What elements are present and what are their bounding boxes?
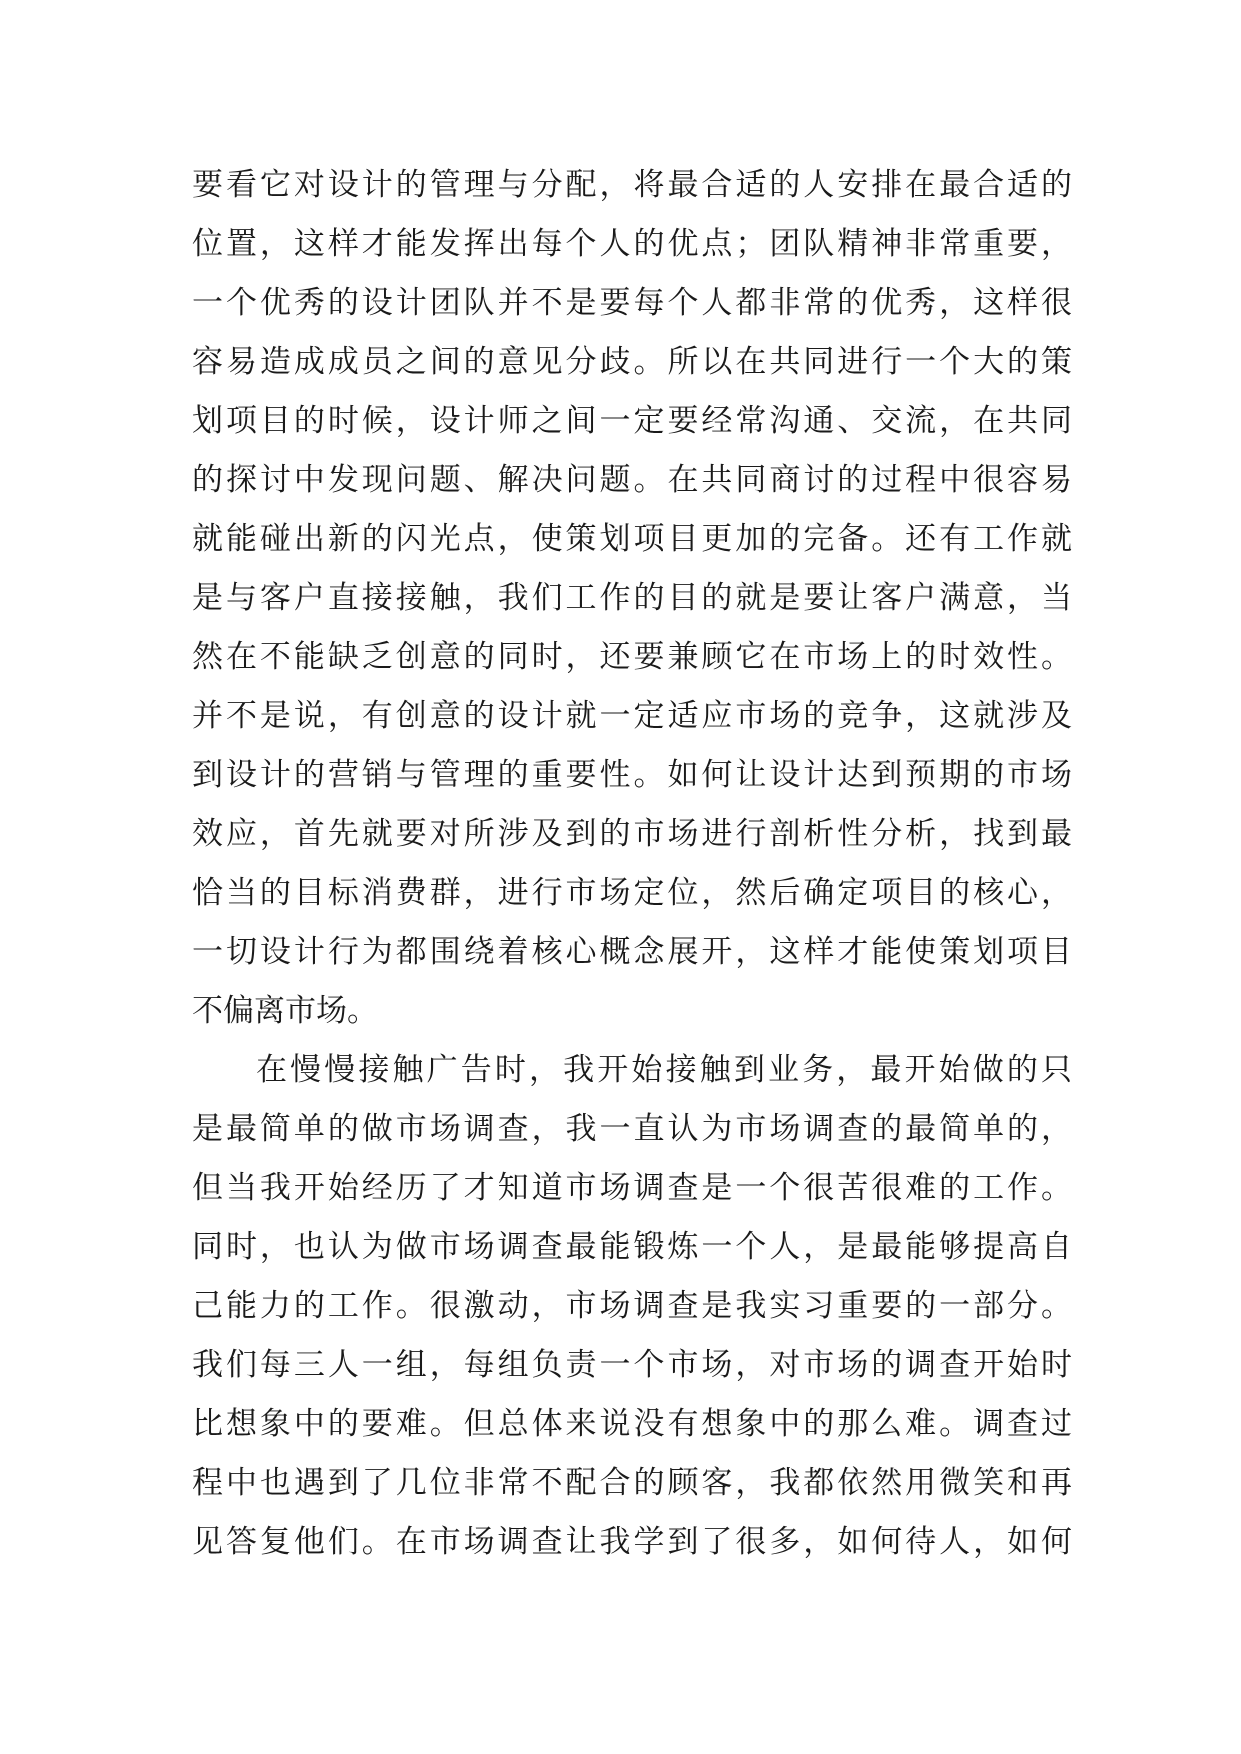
text-line: 程中也遇到了几位非常不配合的顾客，我都依然用微笑和再 [192, 1465, 1072, 1501]
text-line: 我们每三人一组，每组负责一个市场，对市场的调查开始时 [192, 1347, 1072, 1383]
text-line: 是与客户直接接触，我们工作的目的就是要让客户满意，当 [192, 580, 1072, 616]
text-line: 是最简单的做市场调查，我一直认为市场调查的最简单的， [192, 1111, 1072, 1147]
text-line: 恰当的目标消费群，进行市场定位，然后确定项目的核心， [192, 875, 1072, 911]
text-line: 己能力的工作。很激动，市场调查是我实习重要的一部分。 [192, 1288, 1072, 1324]
text-line: 容易造成成员之间的意见分歧。所以在共同进行一个大的策 [192, 344, 1072, 380]
text-line: 同时，也认为做市场调查最能锻炼一个人，是最能够提高自 [192, 1229, 1072, 1265]
text-line: 并不是说，有创意的设计就一定适应市场的竞争，这就涉及 [192, 698, 1072, 734]
text-line-paragraph-end: 不偏离市场。 [192, 993, 378, 1029]
text-line: 但当我开始经历了才知道市场调查是一个很苦很难的工作。 [192, 1170, 1072, 1206]
text-line: 一个优秀的设计团队并不是要每个人都非常的优秀，这样很 [192, 285, 1072, 321]
text-line: 位置，这样才能发挥出每个人的优点；团队精神非常重要， [192, 226, 1072, 262]
text-line: 效应，首先就要对所涉及到的市场进行剖析性分析，找到最 [192, 816, 1072, 852]
text-line: 一切设计行为都围绕着核心概念展开，这样才能使策划项目 [192, 934, 1072, 970]
text-line: 到设计的营销与管理的重要性。如何让设计达到预期的市场 [192, 757, 1072, 793]
body-text [192, 156, 1072, 1572]
text-line: 然在不能缺乏创意的同时，还要兼顾它在市场上的时效性。 [192, 639, 1072, 675]
text-line: 比想象中的要难。但总体来说没有想象中的那么难。调查过 [192, 1406, 1072, 1442]
text-line-paragraph-start: 在慢慢接触广告时，我开始接触到业务，最开始做的只 [256, 1052, 1072, 1088]
text-line: 就能碰出新的闪光点，使策划项目更加的完备。还有工作就 [192, 521, 1072, 557]
text-line: 的探讨中发现问题、解决问题。在共同商讨的过程中很容易 [192, 462, 1072, 498]
text-line: 要看它对设计的管理与分配，将最合适的人安排在最合适的 [192, 167, 1072, 203]
text-line: 划项目的时候，设计师之间一定要经常沟通、交流，在共同 [192, 403, 1072, 439]
text-line: 见答复他们。在市场调查让我学到了很多，如何待人，如何 [192, 1524, 1072, 1560]
